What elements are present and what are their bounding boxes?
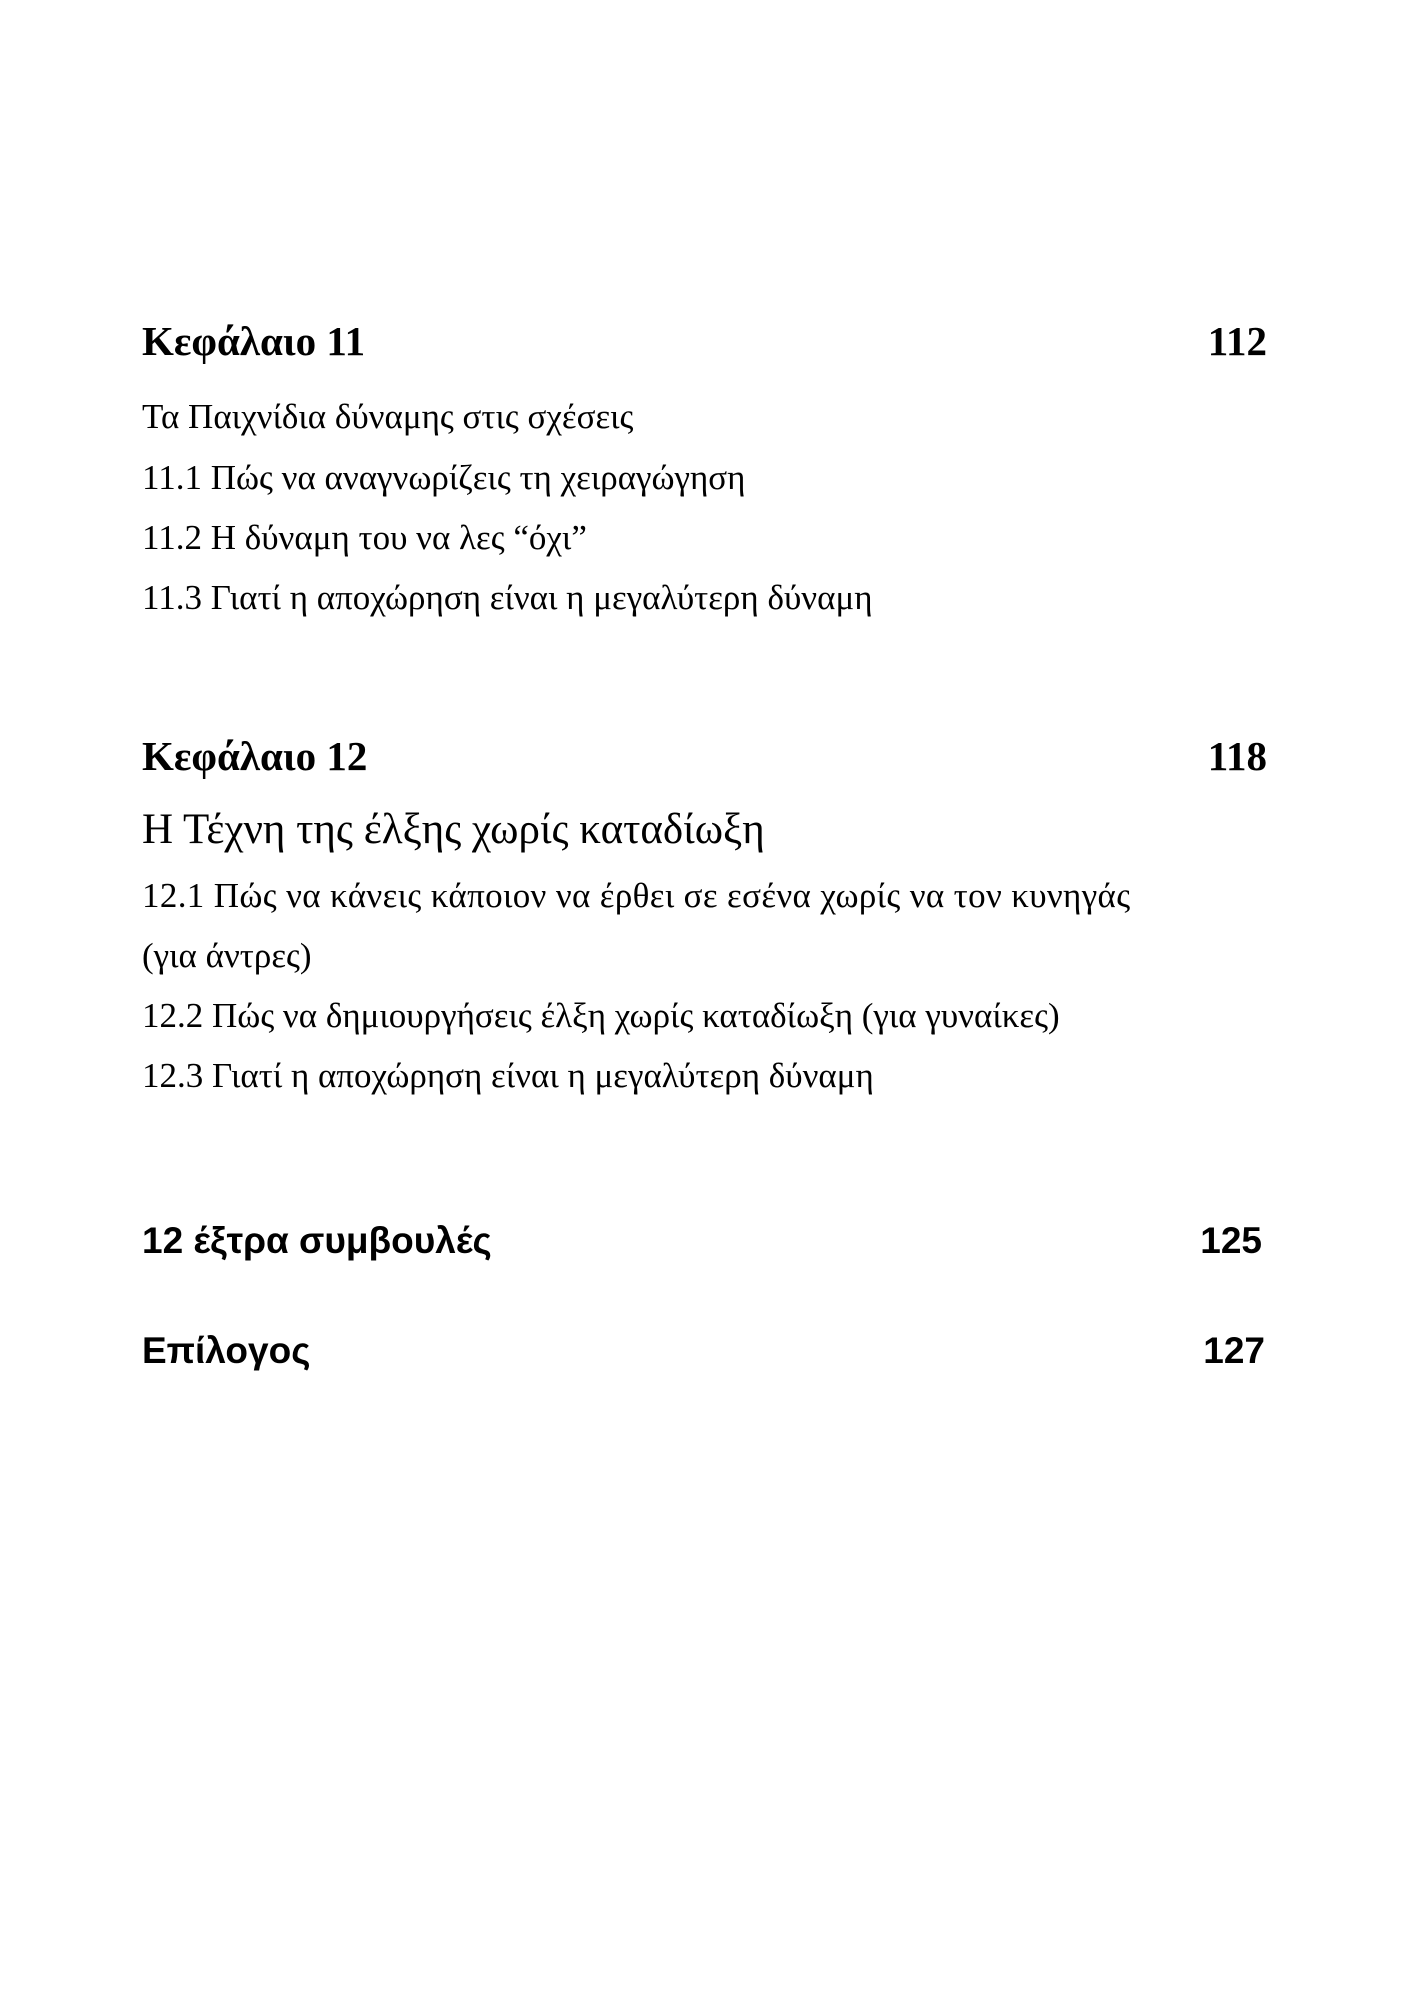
chapter-12-title: Η Τέχνη της έλξης χωρίς καταδίωξη xyxy=(142,806,765,853)
chapter-12-page-number: 118 xyxy=(1207,733,1267,779)
chapter-11-page-number: 112 xyxy=(1207,318,1267,364)
section-11-3: 11.3 Γιατί η αποχώρηση είναι η μεγαλύτερη δύναμη xyxy=(142,578,873,617)
chapter-12-heading: Κεφάλαιο 12 xyxy=(142,733,368,779)
section-12-2: 12.2 Πώς να δημιουργήσεις έλξη χωρίς καταδίωξη (για γυναίκες) xyxy=(142,996,1060,1035)
extra-tips-page-number: 125 xyxy=(1200,1220,1262,1261)
section-11-1: 11.1 Πώς να αναγνωρίζεις τη χειραγώγηση xyxy=(142,458,746,497)
epilogue-label: Επίλογος xyxy=(142,1330,311,1371)
section-12-3: 12.3 Γιατί η αποχώρηση είναι η μεγαλύτερη δύναμη xyxy=(142,1056,874,1095)
chapter-11-heading: Κεφάλαιο 11 xyxy=(142,318,366,364)
extra-tips-label: 12 έξτρα συμβουλές xyxy=(142,1220,492,1261)
section-12-1: 12.1 Πώς να κάνεις κάποιον να έρθει σε εσένα χωρίς να τον κυνηγάς xyxy=(142,876,1131,915)
chapter-11-title: Τα Παιχνίδια δύναμης στις σχέσεις xyxy=(142,397,634,436)
section-12-1-continued: (για άντρες) xyxy=(142,936,312,975)
section-11-2: 11.2 Η δύναμη του να λες “όχι” xyxy=(142,518,587,557)
epilogue-page-number: 127 xyxy=(1203,1330,1265,1371)
